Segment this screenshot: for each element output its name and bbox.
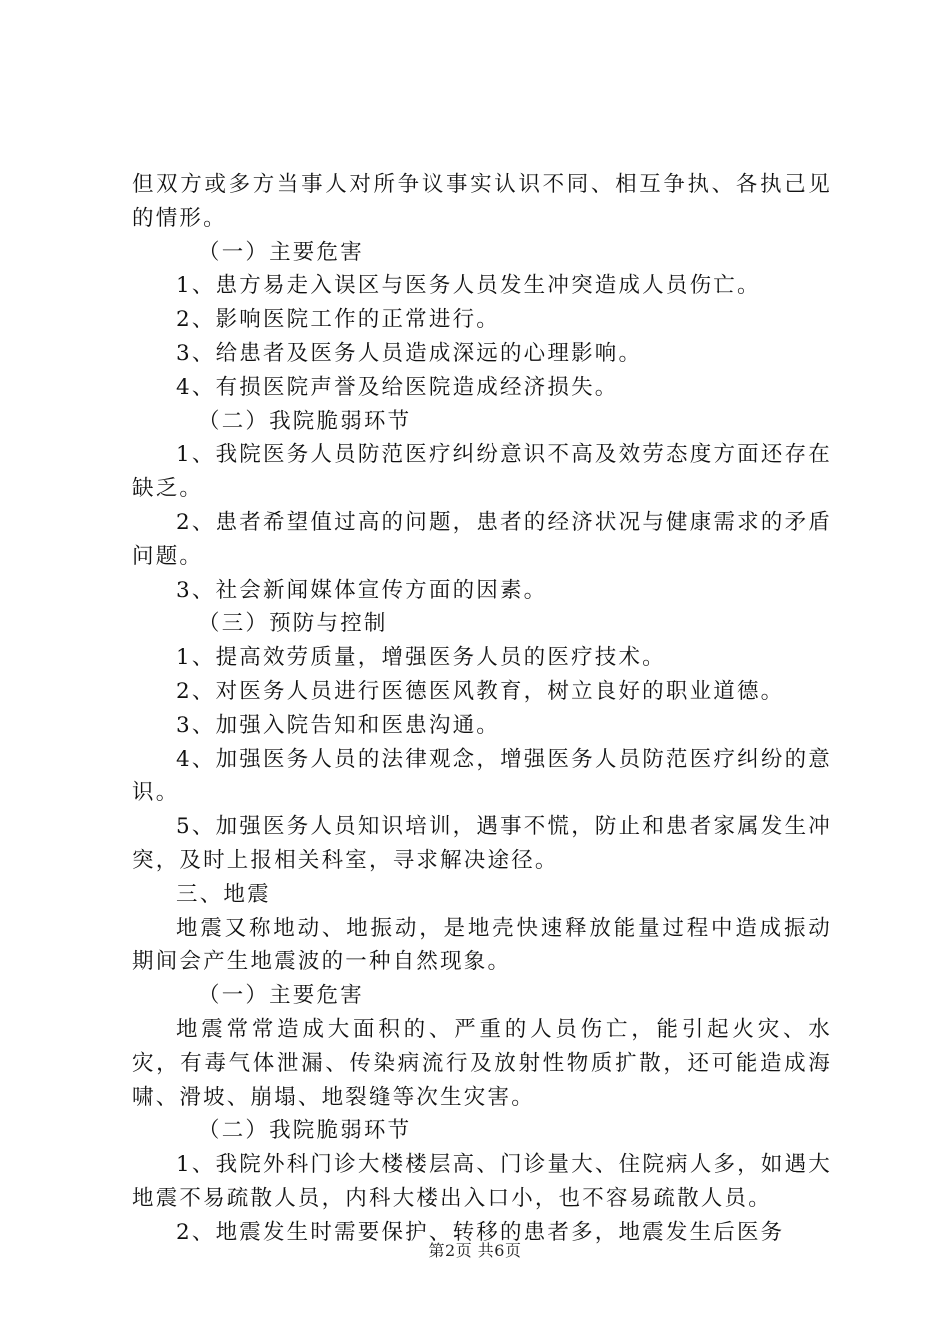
paragraph: 3、社会新闻媒体宣传方面的因素。 — [176, 577, 548, 603]
paragraph: 2、影响医院工作的正常进行。 — [176, 307, 500, 333]
paragraph: 1、我院外科门诊大楼楼层高、门诊量大、住院病人多，如遇大地震不易疏散人员，内科大楼出入口小，也不容易疏散人员。 — [132, 1152, 832, 1211]
paragraph: 1、我院医务人员防范医疗纠纷意识不高及效劳态度方面还存在缺乏。 — [132, 442, 832, 502]
paragraph: 地震常常造成大面积的、严重的人员伤亡，能引起火灾、水灾，有毒气体泄漏、传染病流行及放射性物质扩散，还可能造成海啸、滑坡、崩塌、地裂缝等次生灾害。 — [132, 1016, 832, 1110]
paragraph: 3、加强入院告知和医患沟通。 — [176, 712, 500, 738]
page-footer: 第2页 共6页 — [428, 1241, 522, 1260]
paragraph: 1、提高效劳质量，增强医务人员的医疗技术。 — [176, 645, 666, 671]
paragraph: （三）预防与控制 — [198, 611, 388, 637]
paragraph: 2、对医务人员进行医德医风教育，树立良好的职业道德。 — [176, 678, 785, 704]
paragraph: 2、地震发生时需要保护、转移的患者多，地震发生后医务 — [176, 1219, 785, 1245]
paragraph: 地震又称地动、地振动，是地壳快速释放能量过程中造成振动期间会产生地震波的一种自然现象。 — [132, 915, 832, 975]
paragraph: 2、患者希望值过高的问题，患者的经济状况与健康需求的矛盾问题。 — [132, 509, 832, 569]
paragraph: （二）我院脆弱环节 — [198, 408, 412, 434]
paragraph: 3、给患者及医务人员造成深远的心理影响。 — [176, 340, 643, 366]
paragraph: （二）我院脆弱环节 — [198, 1118, 412, 1144]
paragraph: （一）主要危害 — [198, 239, 364, 265]
paragraph: 5、加强医务人员知识培训，遇事不慌，防止和患者家属发生冲突，及时上报相关科室，寻求解决途径。 — [132, 814, 832, 873]
document-body — [132, 168, 832, 1250]
paragraph: 但双方或多方当事人对所争议事实认识不同、相互争执、各执己见的情形。 — [132, 172, 832, 231]
paragraph: 三、地震 — [176, 881, 271, 907]
paragraph: （一）主要危害 — [198, 983, 364, 1009]
paragraph: 1、患方易走入误区与医务人员发生冲突造成人员伤亡。 — [176, 273, 761, 299]
paragraph: 4、加强医务人员的法律观念，增强医务人员防范医疗纠纷的意识。 — [132, 746, 832, 806]
paragraph: 4、有损医院声誉及给医院造成经济损失。 — [176, 374, 619, 400]
